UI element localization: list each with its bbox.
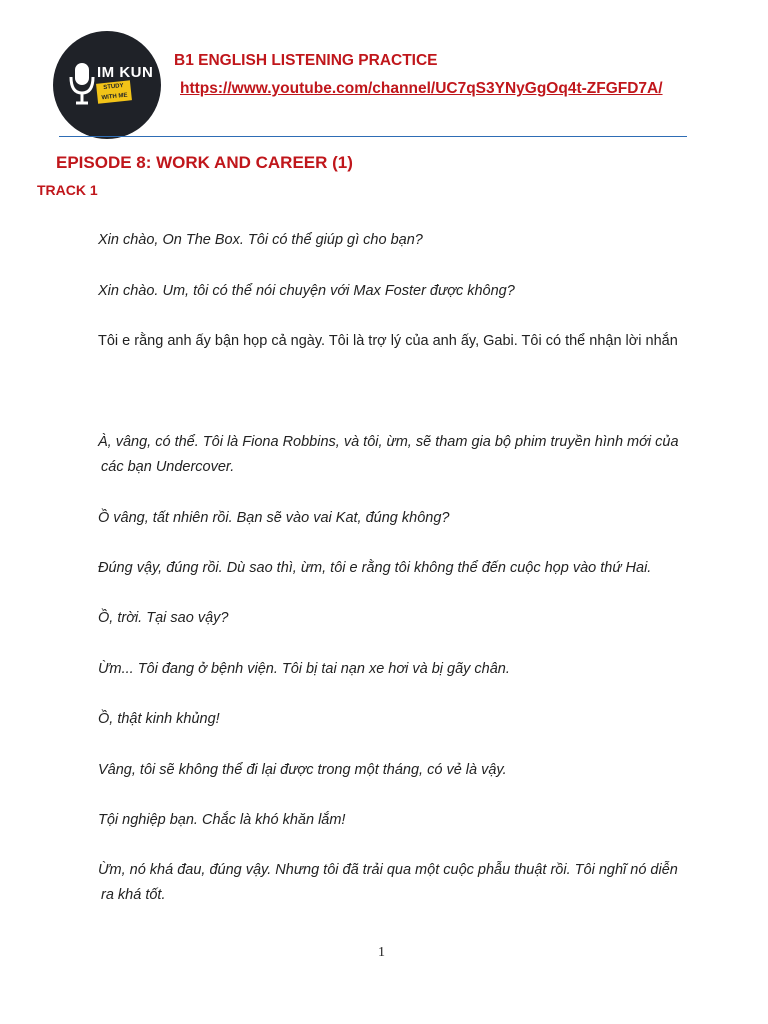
episode-title: EPISODE 8: WORK AND CAREER (1)	[56, 153, 353, 172]
youtube-channel-link[interactable]: https://www.youtube.com/channel/UC7qS3YNyGgOq4t-ZFGFD7A/	[180, 80, 663, 97]
transcript-line: Ồ, thật kinh khủng!	[98, 711, 220, 727]
transcript-line: Vâng, tôi sẽ không thể đi lại được trong một tháng, có vẻ là vậy.	[98, 762, 507, 778]
transcript-line: Ừm, nó khá đau, đúng vậy. Nhưng tôi đã trải qua một cuộc phẫu thuật rồi. Tôi nghĩ nó diễn	[98, 862, 678, 878]
transcript-line: ra khá tốt.	[101, 887, 166, 903]
transcript-line: À, vâng, có thể. Tôi là Fiona Robbins, và tôi, ừm, sẽ tham gia bộ phim truyền hình mới của	[98, 434, 679, 450]
header-divider	[59, 136, 687, 137]
header-title: B1 ENGLISH LISTENING PRACTICE	[174, 52, 438, 69]
track-label: TRACK 1	[37, 182, 98, 198]
transcript-line: Ừm... Tôi đang ở bệnh viện. Tôi bị tai nạn xe hơi và bị gãy chân.	[98, 661, 510, 677]
transcript-line: Ồ vâng, tất nhiên rồi. Bạn sẽ vào vai Kat, đúng không?	[98, 510, 450, 526]
transcript-line: Xin chào. Um, tôi có thể nói chuyện với Max Foster được không?	[98, 283, 515, 299]
page-number: 1	[378, 945, 385, 960]
logo-text: IM KUN	[97, 64, 154, 81]
transcript-line: các bạn Undercover.	[101, 459, 235, 475]
transcript-line: Xin chào, On The Box. Tôi có thể giúp gì cho bạn?	[98, 232, 423, 248]
logo-badge-line: STUDY	[103, 82, 124, 92]
channel-logo	[53, 31, 161, 139]
transcript-line: Đúng vậy, đúng rồi. Dù sao thì, ừm, tôi e rằng tôi không thể đến cuộc họp vào thứ Hai.	[98, 560, 652, 576]
transcript-line: Tội nghiệp bạn. Chắc là khó khăn lắm!	[98, 812, 346, 828]
logo-badge	[96, 80, 132, 103]
transcript-line: Tôi e rằng anh ấy bận họp cả ngày. Tôi là trợ lý của anh ấy, Gabi. Tôi có thể nhận lời nhắn	[98, 333, 678, 349]
transcript-line: Ồ, trời. Tại sao vậy?	[98, 610, 229, 626]
logo-badge-line: WITH ME	[101, 92, 128, 102]
